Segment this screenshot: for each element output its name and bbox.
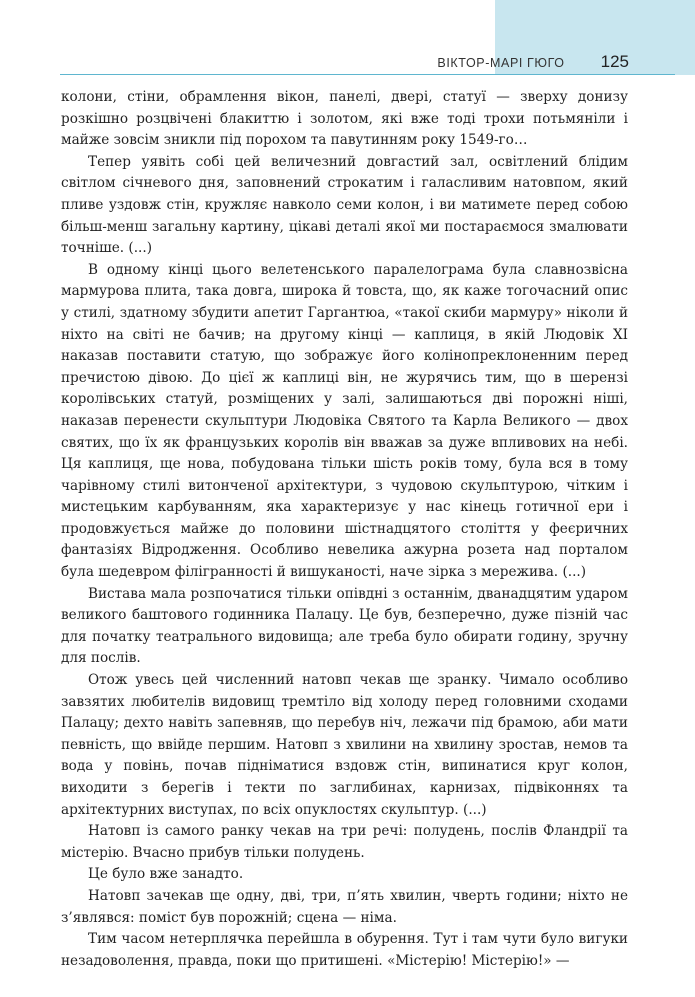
paragraph: Вистава мала розпочатися тільки опівдні з останнім, дванадцятим ударом великого баштового годинника Палацу. Це був, безперечно, дуже пізній час для початку театрального видовища; але треба було обирати годину, зручну для послів. — [61, 585, 628, 667]
paragraph: В одному кінці цього велетенського паралелограма була славнозвісна мармурова плита, така довга, широка й товста, що, як каже тогочасний опис у стилі, здатному збудити апетит Гаргантюа, «такої скиби мармуру» ніколи й ніхто на світі не бачив; на другому кінці — каплиця, в якій Людовік XI наказав поставити статую, що зображує його колінопреклоненним перед пречистою дівою. До цієї ж каплиці він, не журячись тим, що в шерензі королівських статуй, розміщених у залі, залишаються дві порожні ніші, наказав перенести скульптури Людовіка Святого та Карла Великого — двох святих, що їх як французьких королів він вважав за дуже впливових на небі. Ця каплиця, ще нова, побудована тільки шість років тому, була вся в тому чарівному стилі витонченої архітектури, з чудовою скульптурою, чітким і мистецьким карбуванням, яка характеризує у нас кінець готичної ери і продовжується майже до половини шістнадцятого століття у феєричних фантазіях Відродження. Особливо невелика ажурна розета над порталом була шедевром філігранності й вишуканості, наче зірка з мережива. (...) — [61, 261, 628, 581]
body-text — [61, 87, 628, 972]
paragraph: Отож увесь цей численний натовп чекав ще зранку. Чимало особливо завзятих любителів видовищ тремтіло від холоду перед головними сходами Палацу; дехто навіть запевняв, що перебув ніч, лежачи під брамою, аби мати певність, що ввійде першим. Натовп з хвилини на хвилину зростав, немов та вода у повінь, почав підніматися вздовж стін, випинатися круг колон, виходити з берегів і текти по заглибинах, карнизах, підвіконнях та архітектурних виступах, по всіх опуклостях скульптур. (...) — [61, 672, 628, 818]
header-rule — [60, 74, 675, 75]
paragraph: Натовп із самого ранку чекав на три речі: полудень, послів Фландрії та містерію. Вчасно прибув тільки полудень. — [61, 823, 628, 861]
paragraph: Це було вже занадто. — [88, 866, 244, 883]
paragraph: колони, стіни, обрамлення вікон, панелі, двері, статуї — зверху донизу розкішно розцвічені блакиттю і золотом, які вже тоді трохи потьмяніли і майже зовсім зникли під порохом та павутинням року 1549-го… — [61, 89, 628, 149]
page-number: 125 — [600, 52, 629, 71]
running-title: ВІКТОР-МАРІ ГЮГО — [437, 56, 565, 70]
paragraph: Тепер уявіть собі цей величезний довгастий зал, освітлений блідим світлом січневого дня, заповнений строкатим і галасливим натовпом, який пливе уздовж стін, кружляє навколо семи колон, і ви матимете перед собою більш-менш загальну картину, цікаві деталі якої ми постараємося змалювати точніше. (...) — [61, 153, 628, 257]
page-header — [437, 52, 629, 72]
paragraph: Тим часом нетерплячка перейшла в обурення. Тут і там чути було вигуки незадоволення, правда, поки що притишені. «Містерію! Містерію!» — — [61, 931, 628, 969]
paragraph: Натовп зачекав ще одну, дві, три, п’ять хвилин, чверть години; ніхто не з’являвся: поміст був порожній; сцена — німа. — [61, 887, 628, 926]
